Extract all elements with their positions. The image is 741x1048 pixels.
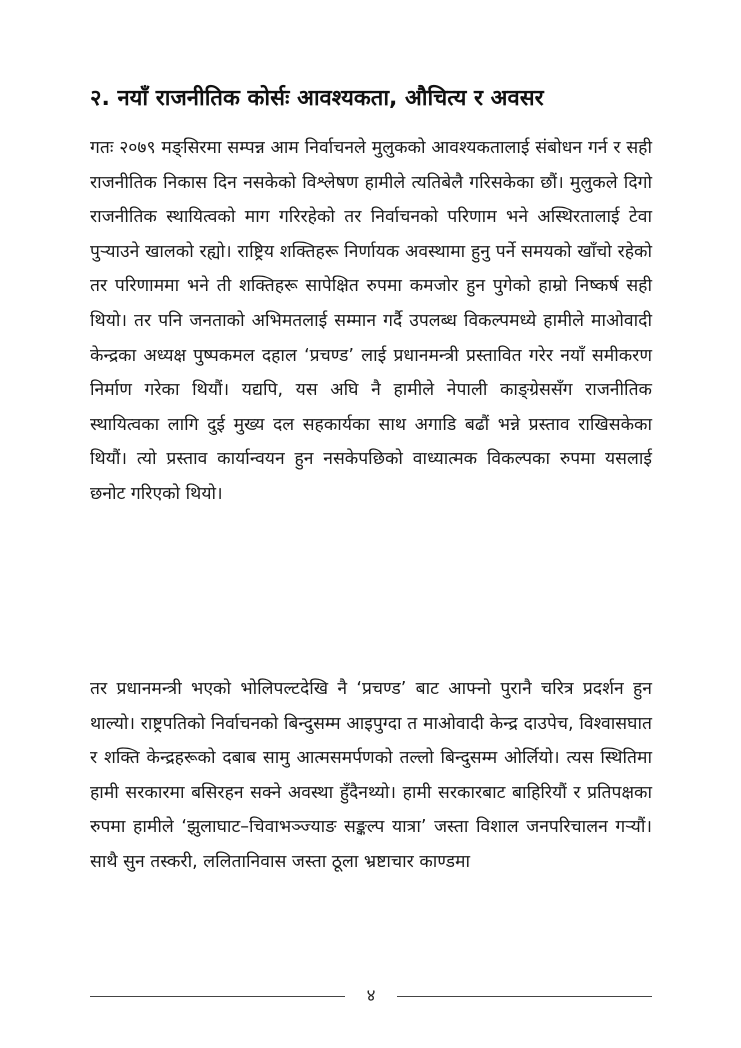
page-footer — [90, 982, 652, 1012]
section-heading: २. नयाँ राजनीतिक कोर्सः आवश्यकता, औचित्य र अवसर — [90, 86, 544, 111]
body-paragraph-1: गतः २०७९ मङ्सिरमा सम्पन्न आम निर्वाचनले मुलुकको आवश्यकतालाई संबोधन गर्न र सही राजनीतिक निकास दिन नसकेको विश्लेषण हामीले त्यतिबेलै गरिसकेका छौं। मुलुकले दिगो राजनीतिक स्थायित्वको माग गरिरहेको तर निर्वाचनको परिणाम भने अस्थिरतालाई टेवा पुऱ्याउने खालको रह्यो। राष्ट्रिय शक्तिहरू निर्णायक अवस्थामा हुनु पर्ने समयको खाँचो रहेको तर परिणाममा भने ती शक्तिहरू सापेक्षित रुपमा कमजोर हुन पुगेको हाम्रो निष्कर्ष सही थियो। तर पनि जनताको अभिमतलाई सम्मान गर्दै उपलब्ध विकल्पमध्ये हामीले माओवादी केन्द्रका अध्यक्ष पुष्पकमल दहाल ‘प्रचण्ड’ लाई प्रधानमन्त्री प्रस्तावित गरेर नयाँ समीकरण निर्माण गरेका थियौं। यद्यपि, यस अघि नै हामीले नेपाली काङ्ग्रेससँग राजनीतिक स्थायित्वका लागि दुई मुख्य दल सहकार्यका साथ अगाडि बढौं भन्ने प्रस्ताव राखिसकेका थियौं। त्यो प्रस्ताव कार्यान्वयन हुन नसकेपछिको वाध्यात्मक विकल्पका रुपमा यसलाई छनोट गरिएको थियो। — [90, 138, 652, 504]
footer-rule-right — [397, 996, 652, 997]
body-paragraph-2: तर प्रधानमन्त्री भएको भोलिपल्टदेखि नै ‘प्रचण्ड’ बाट आफ्नो पुरानै चरित्र प्रदर्शन हुन थाल्यो। राष्ट्रपतिको निर्वाचनको बिन्दुसम्म आइपुग्दा त माओवादी केन्द्र दाउपेच, विश्वासघात र शक्ति केन्द्रहरूको दबाब सामु आत्मसमर्पणको तल्लो बिन्दुसम्म ओर्लियो। त्यस स्थितिमा हामी सरकारमा बसिरहन सक्ने अवस्था हुँदैनथ्यो। हामी सरकारबाट बाहिरियौं र प्रतिपक्षका रुपमा हामीले ‘झुलाघाट–चिवाभञ्ज्याङ सङ्कल्प यात्रा’ जस्ता विशाल जनपरिचालन गऱ्यौं। साथै सुन तस्करी, ललितानिवास जस्ता ठूला भ्रष्टाचार काण्डमा — [90, 679, 652, 872]
page-number: ४ — [366, 986, 376, 1006]
